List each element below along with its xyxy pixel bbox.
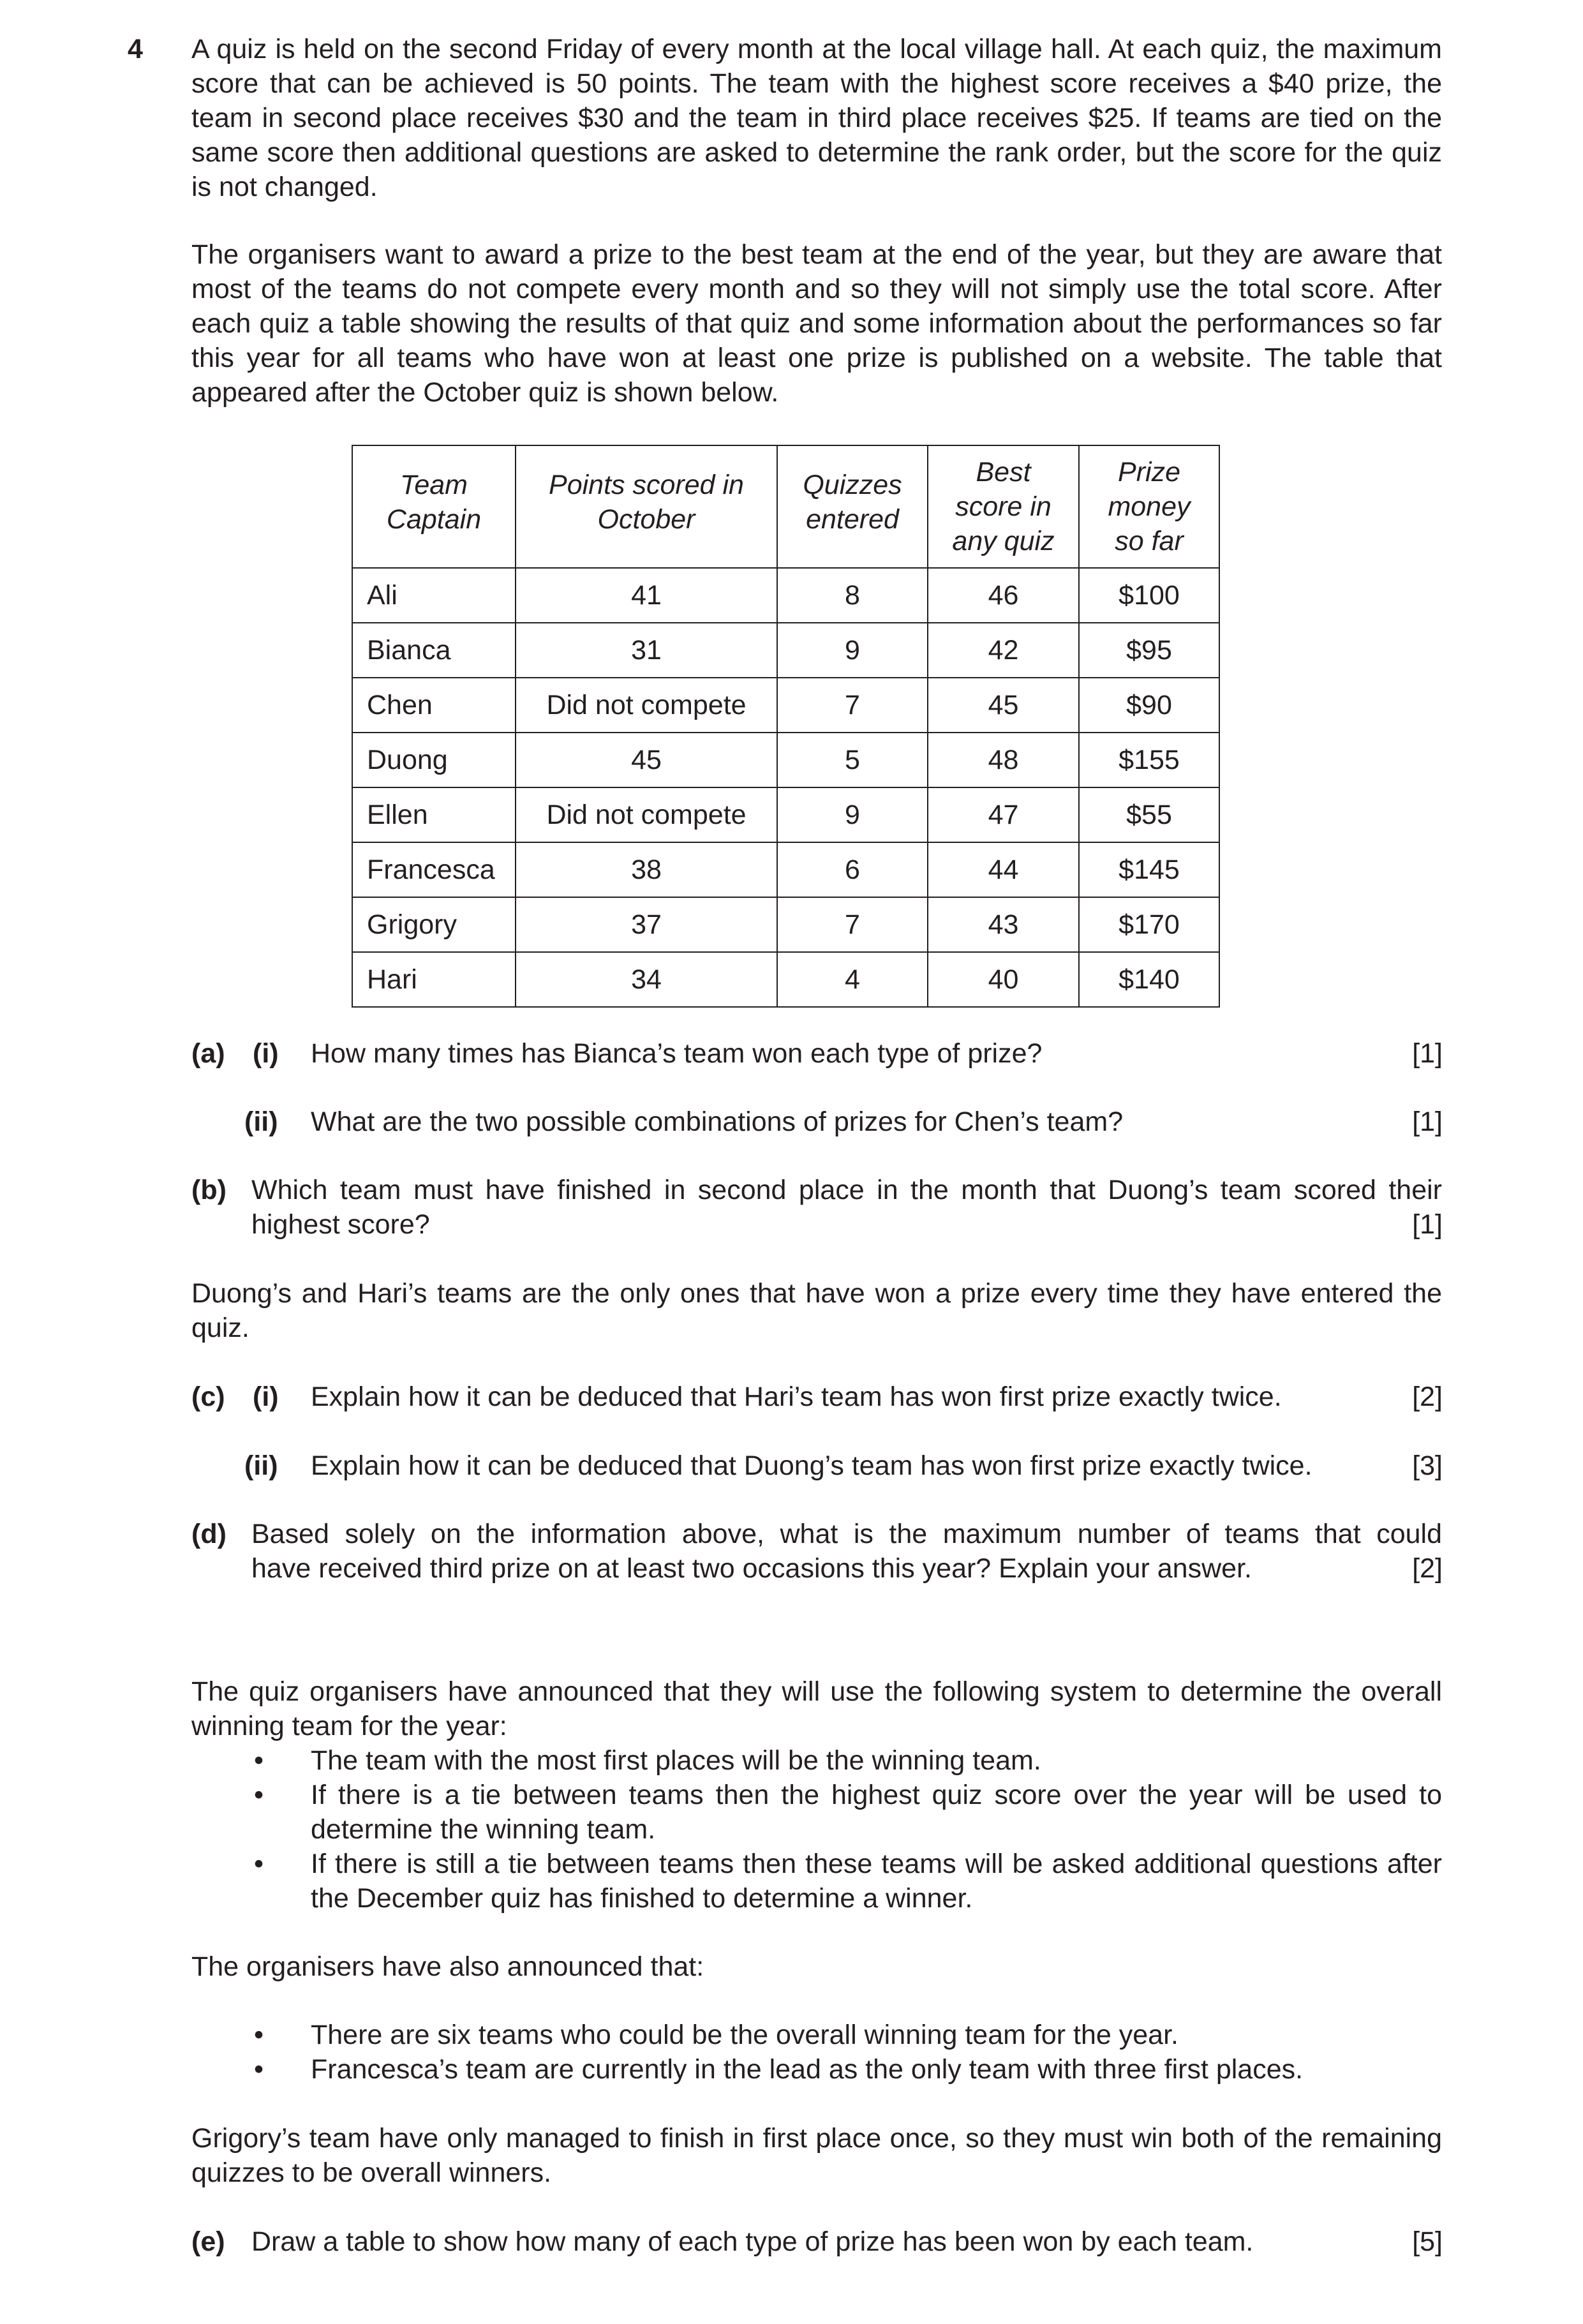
part-d-text-line2: have received third prize on at least two occasions this year? Explain your answer. bbox=[251, 1553, 1252, 1584]
part-e-mark: [5] bbox=[1412, 2226, 1443, 2257]
table-row bbox=[352, 733, 1219, 787]
table-row bbox=[352, 787, 1219, 842]
cell-team-captain: Ali bbox=[352, 568, 516, 623]
cell-points-october: 37 bbox=[516, 897, 777, 952]
part-d-text-line1: Based solely on the information above, what is the maximum number of teams that could bbox=[251, 1519, 1442, 1549]
cell-best-score: 45 bbox=[928, 678, 1079, 733]
header-team-captain: Team Captain bbox=[352, 445, 516, 568]
bullet-marker: • bbox=[254, 2054, 264, 2085]
header-points-october: Points scored in October bbox=[516, 445, 777, 568]
header-quizzes-entered: Quizzes entered bbox=[777, 445, 928, 568]
cell-best-score: 43 bbox=[928, 897, 1079, 952]
cell-team-captain: Chen bbox=[352, 678, 516, 733]
cell-best-score: 44 bbox=[928, 842, 1079, 897]
part-d-mark: [2] bbox=[1412, 1553, 1443, 1584]
intro-paragraph-2: The organisers want to award a prize to the best team at the end of the year, but they are aware that most of the teams do not compete every month and so they will not simply use the total score. After each quiz a table showing the results of that quiz and some information about the performances so far this year for all teams who have won at least one prize is published on a website. The table that appeared after the October quiz is shown below. bbox=[191, 239, 1442, 408]
table-row bbox=[352, 842, 1219, 897]
cell-points-october: Did not compete bbox=[516, 678, 777, 733]
cell-points-october: 45 bbox=[516, 733, 777, 787]
cell-prize-money: $140 bbox=[1079, 952, 1219, 1007]
part-e-text: Draw a table to show how many of each type of prize has been won by each team. bbox=[251, 2226, 1254, 2257]
cell-team-captain: Grigory bbox=[352, 897, 516, 952]
cell-quizzes-entered: 4 bbox=[777, 952, 928, 1007]
cell-quizzes-entered: 5 bbox=[777, 733, 928, 787]
cell-prize-money: $170 bbox=[1079, 897, 1219, 952]
also-bullet-1: There are six teams who could be the overall winning team for the year. bbox=[311, 2020, 1178, 2050]
bullet-marker: • bbox=[254, 1745, 264, 1776]
part-c-label: (c) bbox=[191, 1382, 225, 1412]
header-best-score: Best score in any quiz bbox=[928, 445, 1079, 568]
table-header-row bbox=[352, 445, 1219, 568]
part-c-i-text: Explain how it can be deduced that Hari’s team has won first prize exactly twice. bbox=[311, 1382, 1282, 1412]
part-a-ii-mark: [1] bbox=[1412, 1106, 1443, 1137]
part-b-text-line2: highest score? bbox=[251, 1209, 430, 1240]
part-b-text-line1: Which team must have finished in second place in the month that Duong’s team scored their bbox=[251, 1175, 1442, 1205]
part-a-i-label: (i) bbox=[253, 1038, 279, 1069]
cell-points-october: Did not compete bbox=[516, 787, 777, 842]
cell-best-score: 48 bbox=[928, 733, 1079, 787]
cell-team-captain: Hari bbox=[352, 952, 516, 1007]
cell-quizzes-entered: 9 bbox=[777, 787, 928, 842]
cell-prize-money: $100 bbox=[1079, 568, 1219, 623]
cell-prize-money: $55 bbox=[1079, 787, 1219, 842]
part-a-ii-label: (ii) bbox=[244, 1106, 278, 1137]
part-d-label: (d) bbox=[191, 1519, 227, 1549]
system-intro: The quiz organisers have announced that they will use the following system to determine the overall winning team for the year: bbox=[191, 1676, 1442, 1741]
question-number: 4 bbox=[128, 34, 143, 64]
part-b-mark: [1] bbox=[1412, 1209, 1443, 1240]
bullet-marker: • bbox=[254, 1780, 264, 1810]
cell-points-october: 31 bbox=[516, 623, 777, 678]
cell-team-captain: Francesca bbox=[352, 842, 516, 897]
cell-prize-money: $155 bbox=[1079, 733, 1219, 787]
results-table bbox=[352, 445, 1220, 1008]
cell-team-captain: Bianca bbox=[352, 623, 516, 678]
part-e-label: (e) bbox=[191, 2226, 225, 2257]
system-bullet-2: If there is a tie between teams then the highest quiz score over the year will be used to determine the winning team. bbox=[311, 1780, 1442, 1845]
table-row bbox=[352, 897, 1219, 952]
table-row bbox=[352, 623, 1219, 678]
system-bullet-3: If there is still a tie between teams then these teams will be asked additional questions after the December quiz has finished to determine a winner. bbox=[311, 1849, 1442, 1914]
also-bullet-2: Francesca’s team are currently in the lead as the only team with three first places. bbox=[311, 2054, 1304, 2085]
cell-best-score: 42 bbox=[928, 623, 1079, 678]
part-c-ii-label: (ii) bbox=[244, 1450, 278, 1481]
cell-team-captain: Ellen bbox=[352, 787, 516, 842]
cell-points-october: 34 bbox=[516, 952, 777, 1007]
cell-best-score: 47 bbox=[928, 787, 1079, 842]
cell-points-october: 41 bbox=[516, 568, 777, 623]
cell-points-october: 38 bbox=[516, 842, 777, 897]
cell-quizzes-entered: 7 bbox=[777, 897, 928, 952]
cell-quizzes-entered: 9 bbox=[777, 623, 928, 678]
part-c-i-mark: [2] bbox=[1412, 1382, 1443, 1412]
duong-hari-statement: Duong’s and Hari’s teams are the only ones that have won a prize every time they have entered the quiz. bbox=[191, 1278, 1442, 1343]
cell-prize-money: $95 bbox=[1079, 623, 1219, 678]
part-a-ii-text: What are the two possible combinations of prizes for Chen’s team? bbox=[311, 1106, 1124, 1137]
also-intro: The organisers have also announced that: bbox=[191, 1951, 704, 1982]
cell-prize-money: $145 bbox=[1079, 842, 1219, 897]
cell-best-score: 40 bbox=[928, 952, 1079, 1007]
part-a-i-mark: [1] bbox=[1412, 1038, 1443, 1069]
intro-paragraph-1: A quiz is held on the second Friday of every month at the local village hall. At each quiz, the maximum score that can be achieved is 50 points. The team with the highest score receives a $40 prize, the team in second place receives $30 and the team in third place receives $25. If teams are tied on the same score then additional questions are asked to determine the rank order, but the score for the quiz is not changed. bbox=[191, 34, 1442, 202]
grigory-statement: Grigory’s team have only managed to finish in first place once, so they must win both of the remaining quizzes to be overall winners. bbox=[191, 2123, 1442, 2188]
cell-quizzes-entered: 6 bbox=[777, 842, 928, 897]
part-c-ii-mark: [3] bbox=[1412, 1450, 1443, 1481]
table-row bbox=[352, 952, 1219, 1007]
bullet-marker: • bbox=[254, 2020, 264, 2050]
cell-best-score: 46 bbox=[928, 568, 1079, 623]
part-c-ii-text: Explain how it can be deduced that Duong’s team has won first prize exactly twice. bbox=[311, 1450, 1312, 1481]
table-row bbox=[352, 678, 1219, 733]
header-prize-money: Prize money so far bbox=[1079, 445, 1219, 568]
part-a-i-text: How many times has Bianca’s team won each type of prize? bbox=[311, 1038, 1043, 1069]
part-c-i-label: (i) bbox=[253, 1382, 279, 1412]
part-a-label: (a) bbox=[191, 1038, 225, 1069]
part-b-label: (b) bbox=[191, 1175, 227, 1205]
cell-quizzes-entered: 8 bbox=[777, 568, 928, 623]
bullet-marker: • bbox=[254, 1849, 264, 1879]
cell-team-captain: Duong bbox=[352, 733, 516, 787]
cell-prize-money: $90 bbox=[1079, 678, 1219, 733]
cell-quizzes-entered: 7 bbox=[777, 678, 928, 733]
table-row bbox=[352, 568, 1219, 623]
system-bullet-1: The team with the most first places will be the winning team. bbox=[311, 1745, 1041, 1776]
